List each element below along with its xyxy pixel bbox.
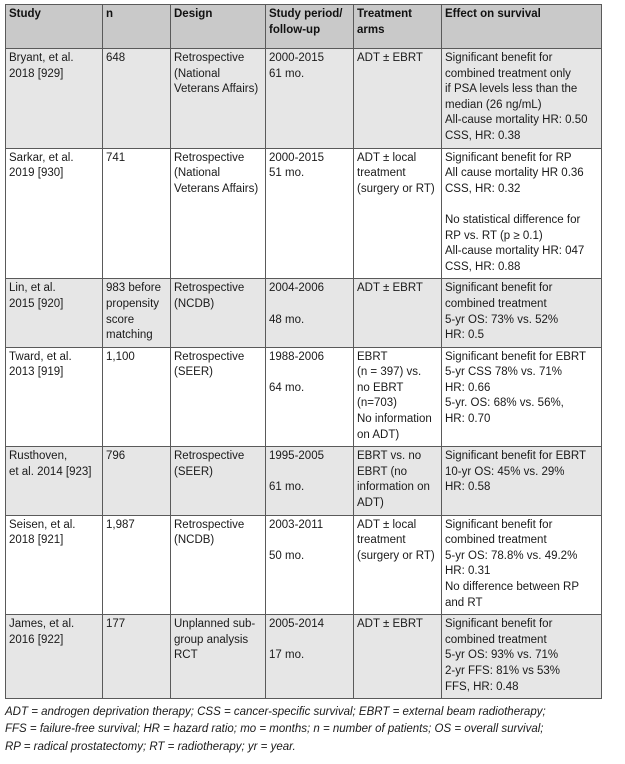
cell-line: Significant benefit for RP	[445, 151, 572, 164]
cell-line: 17 mo.	[269, 649, 305, 662]
cell-arms	[354, 447, 442, 515]
table-row	[6, 615, 602, 699]
cell-line: 5-yr. OS: 68% vs. 56%,	[445, 397, 564, 410]
cell-line: propensity	[106, 297, 160, 310]
cell-line	[269, 365, 350, 381]
cell-line: (NCDB)	[174, 534, 215, 547]
cell-line: 2016 [922]	[9, 633, 64, 646]
cell-line: EBRT vs. no	[357, 450, 422, 463]
cell-line: Retrospective	[174, 450, 245, 463]
cell-line: combined treatment	[445, 534, 547, 547]
cell-line: combined treatment only	[445, 67, 571, 80]
cell-line: 61 mo.	[269, 67, 305, 80]
cell-n	[103, 49, 171, 149]
cell-line: (n=703)	[357, 397, 397, 410]
cell-line: 2015 [920]	[9, 297, 64, 310]
header-row	[6, 5, 602, 49]
cell-line: Retrospective	[174, 350, 245, 363]
cell-period	[266, 148, 354, 279]
cell-line: No statistical difference for	[445, 213, 581, 226]
cell-line: 5-yr OS: 78.8% vs. 49.2%	[445, 549, 578, 562]
cell-line: 5-yr CSS 78% vs. 71%	[445, 366, 562, 379]
cell-line: 64 mo.	[269, 381, 305, 394]
cell-line: Significant benefit for	[445, 52, 553, 64]
cell-line: 2018 [929]	[9, 67, 64, 80]
cell-design	[171, 148, 266, 279]
cell-n	[103, 279, 171, 347]
cell-effect	[442, 515, 602, 615]
cell-line: 2019 [930]	[9, 167, 64, 180]
cell-line	[269, 533, 350, 549]
cell-line: score	[106, 313, 135, 326]
cell-period	[266, 615, 354, 699]
cell-line: 2003-2011	[269, 518, 324, 531]
cell-period	[266, 279, 354, 347]
cell-period	[266, 447, 354, 515]
cell-line: 1995-2005	[269, 450, 324, 463]
footnote-line: FFS = failure-free survival; HR = hazard ratio; mo = months; n = number of patients; OS = overall survival;	[5, 723, 544, 736]
footnote-line: ADT = androgen deprivation therapy; CSS = cancer-specific survival; EBRT = external beam radiotherapy;	[5, 706, 546, 718]
cell-line: and RT	[445, 596, 483, 609]
cell-line: HR: 0.70	[445, 413, 491, 426]
cell-study	[6, 515, 103, 615]
cell-line: CSS, HR: 0.38	[445, 129, 521, 142]
cell-line: Lin, et al.	[9, 282, 56, 295]
cell-line: Veterans Affairs)	[174, 182, 259, 195]
cell-line: treatment	[357, 167, 406, 180]
header-design: Design	[171, 5, 266, 49]
cell-line: (n = 397) vs.	[357, 366, 422, 379]
cell-line: (National	[174, 167, 221, 180]
header-effect: Effect on survival	[442, 5, 602, 49]
cell-line: Unplanned sub-	[174, 618, 256, 631]
cell-line: on ADT)	[357, 428, 400, 441]
cell-line: 741	[106, 151, 126, 164]
cell-arms	[354, 49, 442, 149]
cell-line: combined treatment	[445, 297, 547, 310]
cell-design	[171, 447, 266, 515]
cell-line: 48 mo.	[269, 313, 305, 326]
cell-line: ADT ± local	[357, 151, 417, 164]
cell-line: 2-yr FFS: 81% vs 53%	[445, 664, 561, 677]
cell-effect	[442, 279, 602, 347]
cell-study	[6, 615, 103, 699]
cell-line: RP vs. RT (p ≥ 0.1)	[445, 229, 543, 242]
cell-line: Retrospective	[174, 52, 245, 64]
cell-n	[103, 447, 171, 515]
cell-line: information on	[357, 481, 430, 494]
table-row	[6, 347, 602, 447]
cell-effect	[442, 447, 602, 515]
studies-table	[5, 4, 602, 699]
cell-arms	[354, 615, 442, 699]
cell-line: no EBRT	[357, 381, 404, 394]
table-row	[6, 447, 602, 515]
cell-line: et al. 2014 [923]	[9, 465, 92, 478]
cell-line: 796	[106, 450, 126, 463]
cell-period	[266, 49, 354, 149]
cell-line: Significant benefit for	[445, 518, 553, 531]
cell-line	[269, 465, 350, 481]
cell-design	[171, 49, 266, 149]
cell-n	[103, 515, 171, 615]
cell-line: (National	[174, 67, 221, 80]
cell-line: HR: 0.31	[445, 565, 491, 578]
cell-arms	[354, 347, 442, 447]
cell-line: (SEER)	[174, 465, 213, 478]
cell-line: All cause mortality HR 0.36	[445, 167, 584, 180]
cell-line: Bryant, et al.	[9, 52, 74, 64]
header-study: Study	[6, 5, 103, 49]
cell-line: if PSA levels less than the	[445, 83, 578, 96]
cell-period	[266, 347, 354, 447]
cell-line: All-cause mortality HR: 047	[445, 245, 585, 258]
cell-line: 648	[106, 52, 126, 64]
cell-line: James, et al.	[9, 618, 75, 631]
table-row	[6, 515, 602, 615]
cell-effect	[442, 49, 602, 149]
cell-line: median (26 ng/mL)	[445, 98, 542, 111]
cell-line: HR: 0.66	[445, 381, 491, 394]
cell-line: 5-yr OS: 73% vs. 52%	[445, 313, 559, 326]
cell-line: Significant benefit for EBRT	[445, 350, 587, 363]
cell-line: 177	[106, 618, 126, 631]
cell-arms	[354, 279, 442, 347]
cell-line: 50 mo.	[269, 549, 305, 562]
cell-line: ADT ± EBRT	[357, 52, 423, 64]
cell-line: group analysis	[174, 633, 249, 646]
cell-line: 983 before	[106, 282, 161, 295]
cell-line: 10-yr OS: 45% vs. 29%	[445, 465, 565, 478]
cell-line: Significant benefit for EBRT	[445, 450, 587, 463]
cell-line: 5-yr OS: 93% vs. 71%	[445, 649, 559, 662]
cell-line: Tward, et al.	[9, 350, 72, 363]
cell-line: No information	[357, 413, 432, 426]
cell-line: 2005-2014	[269, 618, 324, 631]
cell-line: (surgery or RT)	[357, 549, 435, 562]
cell-line: ADT)	[357, 497, 384, 510]
cell-design	[171, 515, 266, 615]
cell-n	[103, 148, 171, 279]
cell-line: No difference between RP	[445, 581, 580, 593]
table-row	[6, 49, 602, 149]
cell-line: 61 mo.	[269, 481, 305, 494]
cell-study	[6, 347, 103, 447]
table-row	[6, 279, 602, 347]
cell-line	[269, 633, 350, 649]
cell-line: HR: 0.58	[445, 481, 491, 494]
cell-effect	[442, 615, 602, 699]
cell-study	[6, 279, 103, 347]
cell-effect	[442, 148, 602, 279]
cell-line: 51 mo.	[269, 167, 305, 180]
cell-n	[103, 347, 171, 447]
cell-line	[269, 297, 350, 313]
cell-arms	[354, 148, 442, 279]
cell-line: Sarkar, et al.	[9, 151, 74, 164]
cell-line: Rusthoven,	[9, 450, 68, 463]
cell-line: 2000-2015	[269, 151, 324, 164]
cell-line: EBRT (no	[357, 465, 408, 478]
table-body	[6, 49, 602, 699]
cell-line: Retrospective	[174, 282, 245, 295]
cell-line: combined treatment	[445, 633, 547, 646]
cell-line: treatment	[357, 534, 406, 547]
cell-line: EBRT	[357, 350, 388, 363]
cell-line: matching	[106, 329, 153, 342]
cell-effect	[442, 347, 602, 447]
cell-study	[6, 447, 103, 515]
cell-line: 2013 [919]	[9, 366, 64, 379]
cell-line: (NCDB)	[174, 297, 215, 310]
cell-line: Seisen, et al.	[9, 518, 76, 531]
cell-line: CSS, HR: 0.88	[445, 260, 521, 273]
cell-line: Retrospective	[174, 151, 245, 164]
header-period: Study period/ follow-up	[266, 5, 354, 49]
cell-line: CSS, HR: 0.32	[445, 182, 521, 195]
header-arms: Treatment arms	[354, 5, 442, 49]
cell-arms	[354, 515, 442, 615]
cell-design	[171, 279, 266, 347]
cell-line: 2018 [921]	[9, 534, 64, 547]
cell-line: Veterans Affairs)	[174, 83, 259, 96]
cell-line: Significant benefit for	[445, 282, 553, 295]
cell-line: All-cause mortality HR: 0.50	[445, 114, 588, 127]
cell-line: 1,987	[106, 518, 135, 531]
footnote	[5, 704, 605, 756]
cell-line: (SEER)	[174, 366, 213, 379]
header-n: n	[103, 5, 171, 49]
cell-line: 2000-2015	[269, 52, 324, 64]
cell-line: (surgery or RT)	[357, 182, 435, 195]
cell-line: 1,100	[106, 350, 135, 363]
cell-line: ADT ± EBRT	[357, 282, 423, 295]
cell-line: ADT ± EBRT	[357, 618, 423, 631]
cell-line: HR: 0.5	[445, 329, 484, 342]
table-row	[6, 148, 602, 279]
cell-line: 2004-2006	[269, 282, 324, 295]
cell-line: Significant benefit for	[445, 618, 553, 631]
cell-line: 1988-2006	[269, 350, 324, 363]
cell-line	[445, 197, 598, 213]
cell-design	[171, 347, 266, 447]
cell-line: ADT ± local	[357, 518, 417, 531]
cell-line: FFS, HR: 0.48	[445, 680, 519, 693]
cell-line: RCT	[174, 649, 198, 662]
cell-line: Retrospective	[174, 518, 245, 531]
cell-study	[6, 49, 103, 149]
footnote-line: RP = radical prostatectomy; RT = radiotherapy; yr = year.	[5, 740, 296, 753]
cell-period	[266, 515, 354, 615]
cell-n	[103, 615, 171, 699]
cell-design	[171, 615, 266, 699]
cell-study	[6, 148, 103, 279]
